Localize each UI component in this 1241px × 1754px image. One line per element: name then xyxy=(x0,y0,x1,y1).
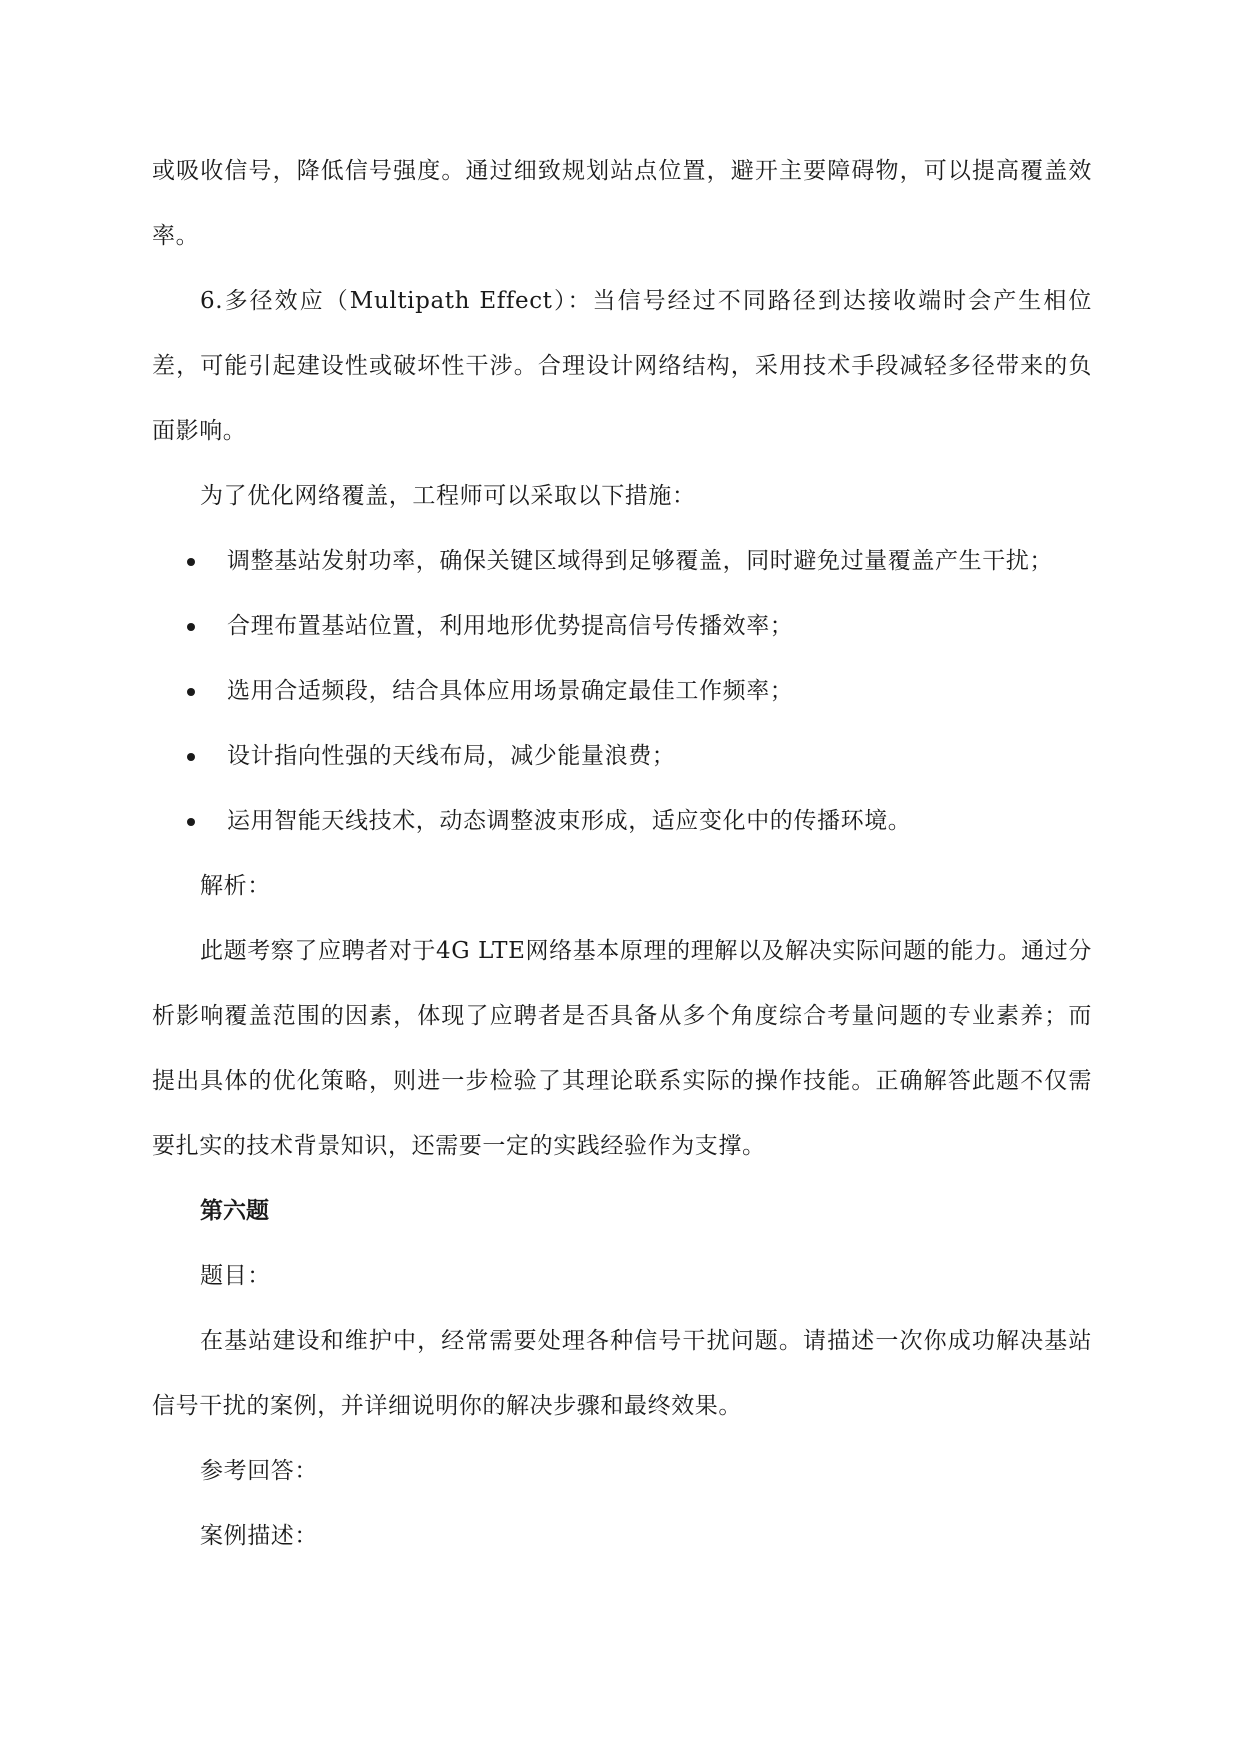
bullet-icon xyxy=(187,558,195,566)
bullet-icon xyxy=(187,753,195,761)
section-heading: 第六题 xyxy=(200,1198,269,1224)
case-description-label: 案例描述： xyxy=(200,1523,318,1549)
paragraph-measures-intro: 为了优化网络覆盖，工程师可以采取以下措施： xyxy=(200,483,696,509)
analysis-text: 此题考察了应聘者对于4G LTE网络基本原理的理解以及解决实际问题的能力。通过分析影响覆盖范围的因素，体现了应聘者是否具备从多个角度综合考量问题的专业素养；而提出具体的优化策略，则进一步检验了其理论联系实际的操作技能。正确解答此题不仅需要扎实的技术背景知识，还需要一定的实践经验作为支撑。 xyxy=(152,938,1092,1159)
analysis-label: 解析： xyxy=(200,873,271,899)
list-item xyxy=(152,789,1092,854)
measures-list xyxy=(152,529,1092,854)
paragraph-multipath: 6.多径效应（Multipath Effect）：当信号经过不同路径到达接收端时会产生相位差，可能引起建设性或破坏性干涉。合理设计网络结构，采用技术手段减轻多径带来的负面影响。 xyxy=(152,288,1092,444)
question-label: 题目： xyxy=(200,1263,271,1289)
list-item xyxy=(152,724,1092,789)
paragraph-obstacles-cont: 或吸收信号，降低信号强度。通过细致规划站点位置，避开主要障碍物，可以提高覆盖效率。 xyxy=(152,158,1092,249)
reference-answer-label: 参考回答： xyxy=(200,1458,318,1484)
question-text: 在基站建设和维护中，经常需要处理各种信号干扰问题。请描述一次你成功解决基站信号干扰的案例，并详细说明你的解决步骤和最终效果。 xyxy=(152,1328,1092,1419)
list-item-text: 调整基站发射功率，确保关键区域得到足够覆盖，同时避免过量覆盖产生干扰； xyxy=(227,548,1053,574)
document-page xyxy=(152,139,1092,1569)
list-item-text: 选用合适频段，结合具体应用场景确定最佳工作频率； xyxy=(227,678,794,704)
bullet-icon xyxy=(187,818,195,826)
list-item-text: 设计指向性强的天线布局，减少能量浪费； xyxy=(227,743,676,769)
bullet-icon xyxy=(187,623,195,631)
bullet-icon xyxy=(187,688,195,696)
list-item xyxy=(152,594,1092,659)
list-item xyxy=(152,529,1092,594)
list-item-text: 运用智能天线技术，动态调整波束形成，适应变化中的传播环境。 xyxy=(227,808,912,834)
list-item xyxy=(152,659,1092,724)
list-item-text: 合理布置基站位置，利用地形优势提高信号传播效率； xyxy=(227,613,794,639)
